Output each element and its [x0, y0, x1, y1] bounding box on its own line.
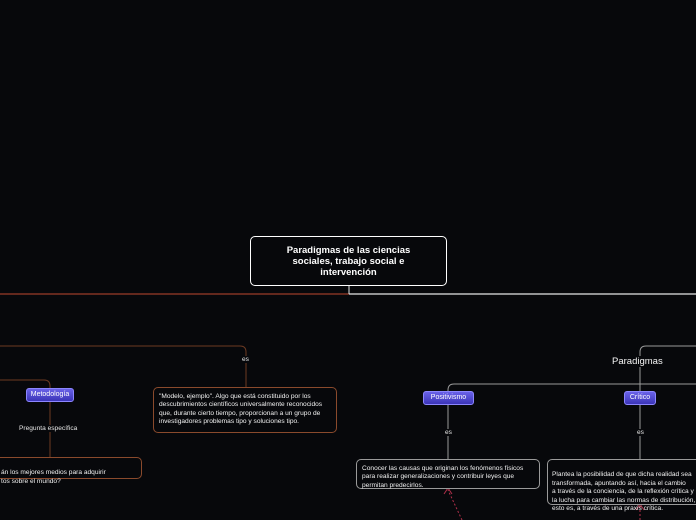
critico-es-connector: es: [637, 429, 644, 436]
positivismo-label: Positivismo: [430, 394, 467, 401]
paradigma-definition-text: "Modelo, ejemplo". Algo que está constituido por los descubrimientos científicos universalmente reconocidos que, durante cierto tiempo, proporcionan a un grupo de investigadores problemas tipo y soluciones tipo.: [159, 393, 323, 426]
root-topic-title: Paradigmas de las ciencias sociales, trabajo social e intervención: [286, 245, 411, 278]
pregunta-box[interactable]: [0, 457, 142, 485]
positivismo-es-connector: es: [445, 429, 452, 436]
pregunta-especifica-label: Pregunta específica: [19, 425, 78, 432]
root-topic[interactable]: [250, 236, 447, 286]
metodologia-pill[interactable]: [26, 388, 74, 402]
positivismo-description-box[interactable]: [356, 459, 540, 489]
paradigma-definition-box[interactable]: [153, 387, 337, 433]
positivismo-pill[interactable]: [423, 391, 474, 405]
critico-description-box[interactable]: [547, 459, 696, 513]
positivismo-description-text: Conocer las causas que originan los fenómenos físicos para realizar generalizaciones y contribuir leyes que permitan predecirlos.: [362, 465, 524, 489]
metodologia-label: Metodología: [30, 391, 70, 398]
critico-pill[interactable]: [624, 391, 656, 405]
pregunta-text: án los mejores medios para adquirir tos sobre el mundo?: [1, 469, 106, 485]
critico-description-text: Plantea la posibilidad de que dicha realidad sea transformada, apuntando así, hacia el cambio a través de la conciencia, de la reflexión crítica y la lucha para cambiar las normas de distribución, esto es, a través de una praxis crítica.: [552, 471, 696, 513]
left-es-connector: es: [242, 356, 249, 363]
paradigmas-label: Paradigmas: [612, 356, 663, 367]
critico-label: Crítico: [629, 394, 651, 401]
